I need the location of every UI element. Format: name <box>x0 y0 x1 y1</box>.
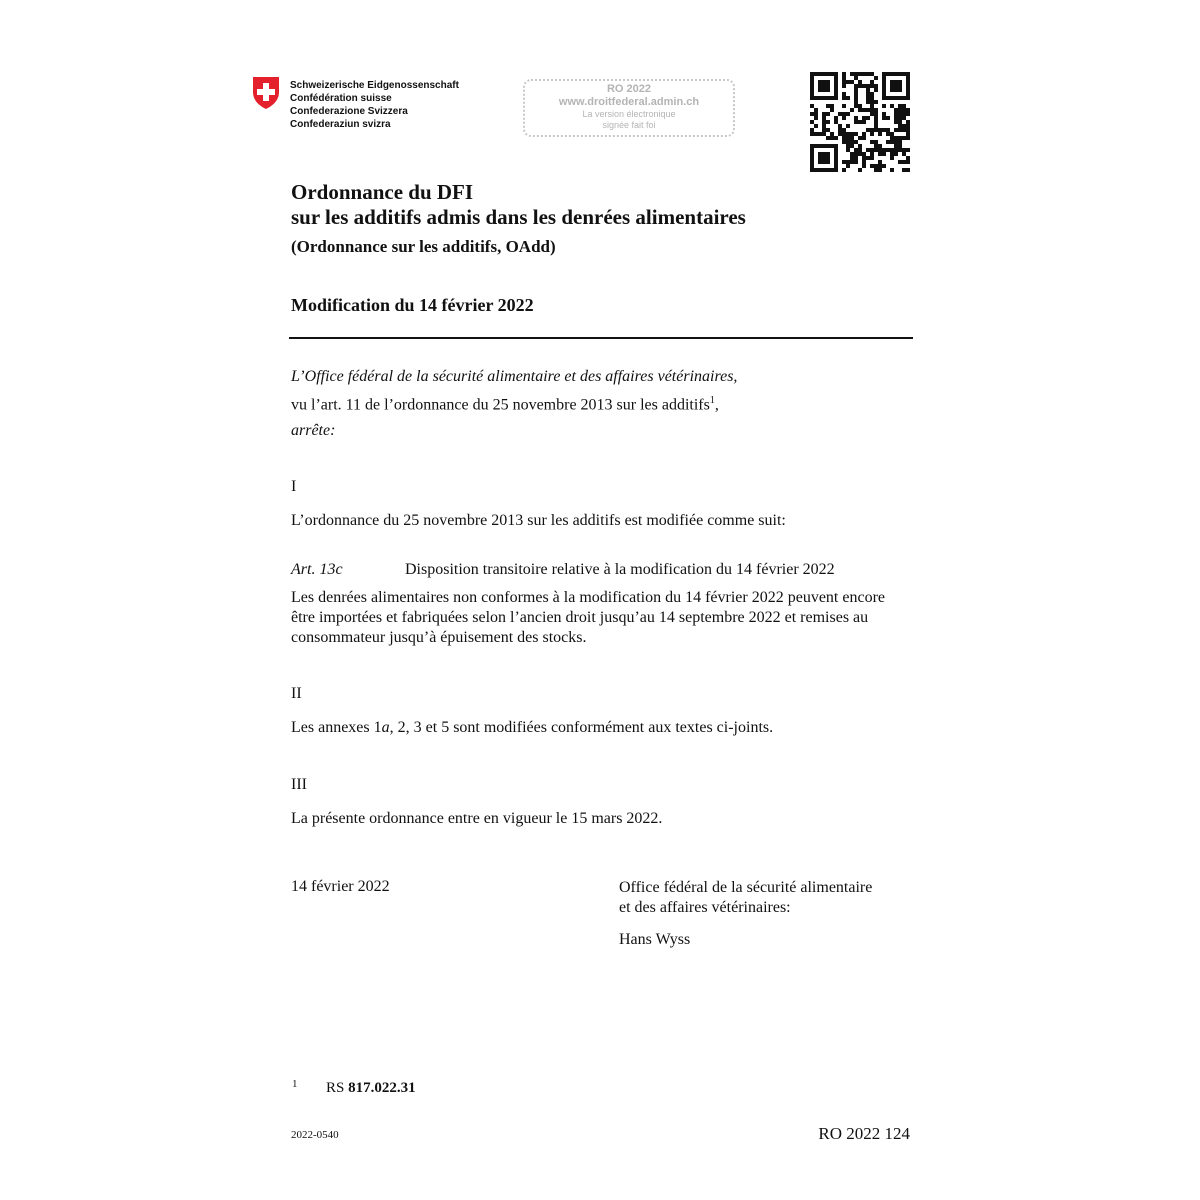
footnote-prefix: RS <box>326 1080 349 1096</box>
article-title: Disposition transitoire relative à la modification du 14 février 2022 <box>405 561 835 578</box>
document-subtitle: (Ordonnance sur les additifs, OAdd) <box>291 237 556 256</box>
electronic-signature-stamp <box>523 79 735 137</box>
footnote-text <box>326 1080 416 1097</box>
footnote-number: 1 <box>292 1078 298 1090</box>
modification-heading: Modification du 14 février 2022 <box>291 295 534 315</box>
section-iii-heading: III <box>291 776 307 793</box>
section-ii-text-a: Les annexes 1 <box>291 719 382 736</box>
office-line-2: et des affaires vétérinaires: <box>619 899 791 916</box>
confederation-it: Confederazione Svizzera <box>290 106 408 117</box>
qr-code-icon <box>810 72 910 172</box>
confederation-rm: Confederaziun svizra <box>290 119 391 130</box>
title-divider <box>289 337 913 339</box>
preamble-authority: L’Office fédéral de la sécurité alimentaire et des affaires vétérinaires, <box>291 368 738 385</box>
signer-name: Hans Wyss <box>619 931 691 948</box>
stamp-ro: RO 2022 <box>606 83 652 95</box>
office-line-1: Office fédéral de la sécurité alimentaire <box>619 879 873 896</box>
title-line-1: Ordonnance du DFI <box>291 180 474 204</box>
stamp-note-2: signée fait foi <box>602 120 656 130</box>
footnote-reference: 817.022.31 <box>348 1080 416 1096</box>
article-number: Art. 13c <box>291 561 343 578</box>
signature-date: 14 février 2022 <box>291 878 390 895</box>
footnote-marker: 1 <box>709 395 715 406</box>
signature-office <box>619 878 872 918</box>
confederation-fr: Confédération suisse <box>290 93 392 104</box>
swiss-coat-of-arms-icon <box>252 76 280 110</box>
ro-number: RO 2022 124 <box>818 1124 910 1143</box>
section-i-heading: I <box>291 478 297 495</box>
preamble-basis-end: , <box>714 396 719 414</box>
section-ii-text-italic: a <box>381 719 390 736</box>
preamble-basis <box>291 395 719 414</box>
section-i-intro: L’ordonnance du 25 novembre 2013 sur les additifs est modifiée comme suit: <box>291 512 786 529</box>
confederation-names <box>290 79 459 131</box>
confederation-de: Schweizerische Eidgenossenschaft <box>290 80 459 91</box>
section-ii-text-b: , 2, 3 et 5 sont modifiées conformément aux textes ci-joints. <box>389 719 774 736</box>
stamp-note-1: La version électronique <box>582 109 676 119</box>
section-ii-text <box>291 719 773 737</box>
document-id: 2022-0540 <box>291 1129 339 1141</box>
title-line-2: sur les additifs admis dans les denrées alimentaires <box>291 205 746 229</box>
stamp-url: www.droitfederal.admin.ch <box>558 96 700 108</box>
preamble-basis-text: vu l’art. 11 de l’ordonnance du 25 novembre 2013 sur les additifs <box>291 396 710 414</box>
preamble-decree: arrête: <box>291 422 336 439</box>
article-text: Les denrées alimentaires non conformes à la modification du 14 février 2022 peuvent encore être importées et fabriquées selon l’ancien droit jusqu’au 14 septembre 2022 et remises au consommateur jusqu’à épuisement des stocks. <box>291 589 885 646</box>
section-iii-text: La présente ordonnance entre en vigueur le 15 mars 2022. <box>291 810 663 827</box>
section-ii-heading: II <box>291 685 302 702</box>
document-title <box>291 180 746 230</box>
